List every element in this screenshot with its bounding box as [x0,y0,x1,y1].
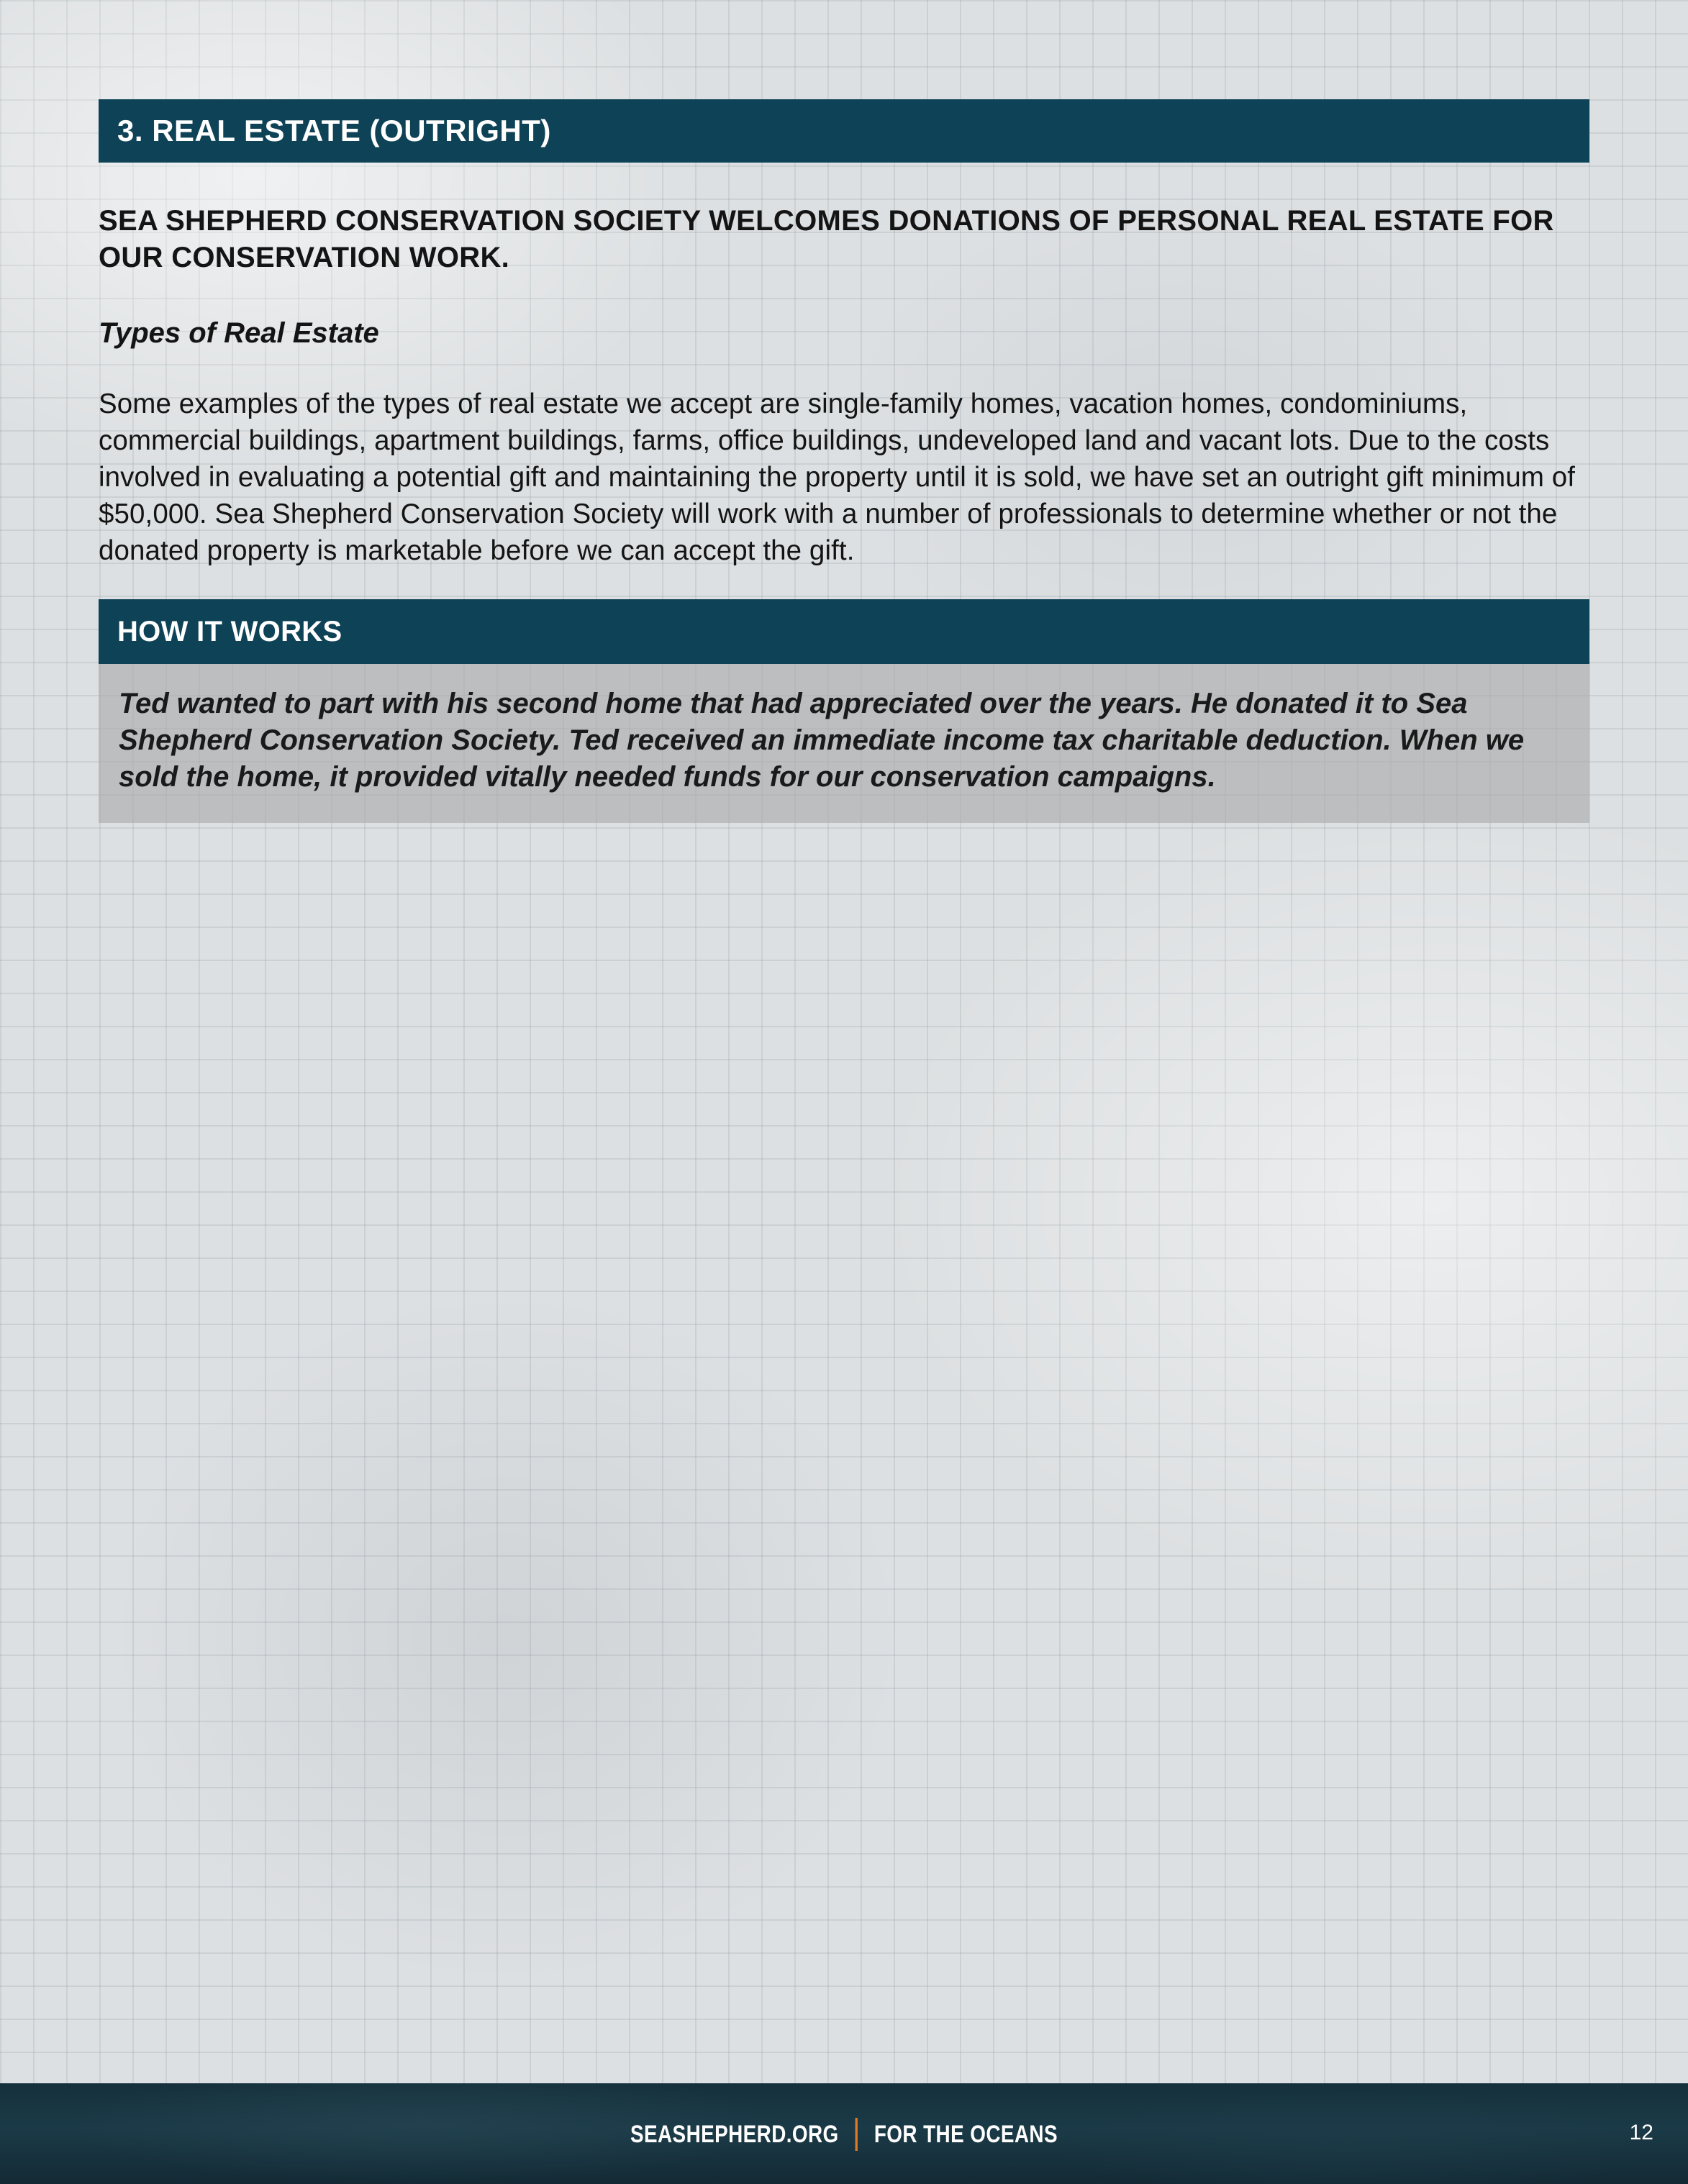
lead-statement: SEA SHEPHERD CONSERVATION SOCIETY WELCOMES DONATIONS OF PERSONAL REAL ESTATE FOR OUR CONSERVATION WORK. [99,205,1554,273]
how-it-works-header [99,599,1589,664]
body-paragraph: Some examples of the types of real estate we accept are single-family homes, vacation homes, condominiums, commercial buildings, apartment buildings, farms, office buildings, undeveloped land and vacant lots. Due to the costs involved in evaluating a potential gift and maintaining the property until it is sold, we have set an outright gift minimum of $50,000. Sea Shepherd Conservation Society will work with a number of professionals to determine whether or not the donated property is marketable before we can accept the gift. [99,388,1576,566]
page-number: 12 [1629,2121,1653,2144]
page-content [99,99,1589,823]
footer-tagline: FOR THE OCEANS [874,2120,1058,2148]
section-title: 3. REAL ESTATE (OUTRIGHT) [117,114,551,147]
how-it-works-title: HOW IT WORKS [117,615,342,647]
footer-divider [856,2118,858,2151]
subheading: Types of Real Estate [99,317,379,349]
footer-branding [152,2118,1536,2151]
how-it-works-box [99,664,1589,823]
footer-website-link[interactable]: SEASHEPHERD.ORG [630,2120,839,2148]
page-footer [0,2083,1688,2184]
how-it-works-text: Ted wanted to part with his second home that had appreciated over the years. He donated it to Sea Shepherd Conservation Society. Ted received an immediate income tax charitable deduction. When we sold the home, it provided vitally needed funds for our conservation campaigns. [119,688,1525,793]
section-header-bar [99,99,1589,163]
